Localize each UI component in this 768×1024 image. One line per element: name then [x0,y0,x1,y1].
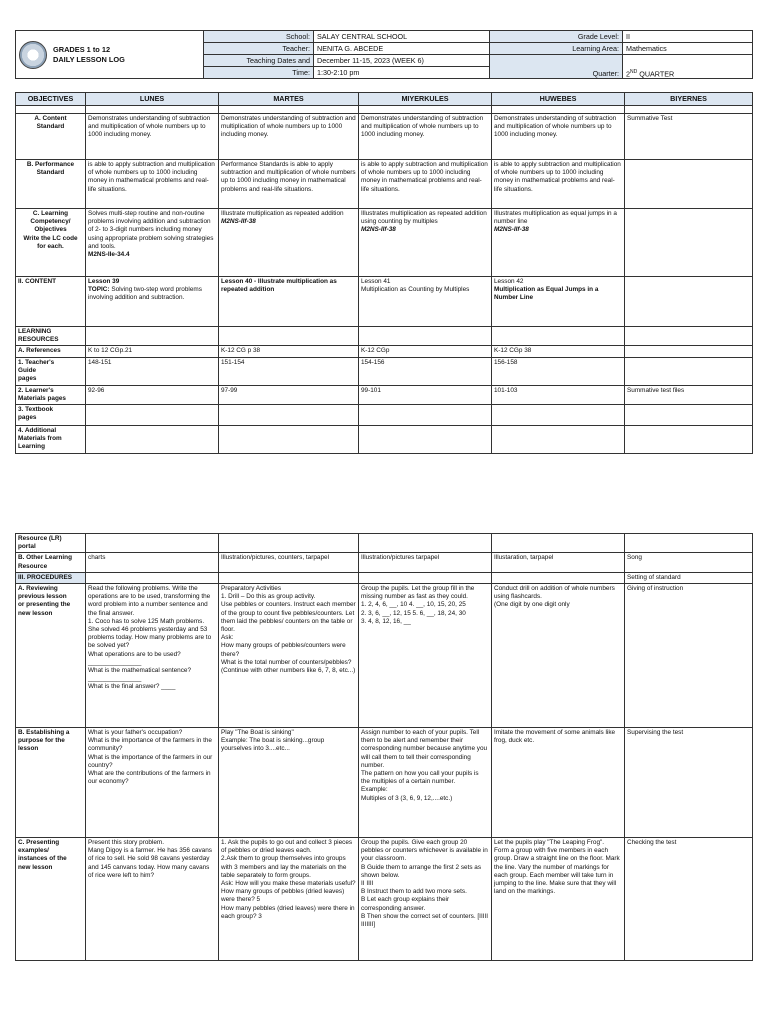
row-cell [492,553,625,572]
cell-text: Song [627,554,642,562]
rows_top-row [16,160,753,209]
cell-text: Supervising the test [627,729,684,737]
row-cell [359,534,492,553]
rows_top-row [16,357,753,385]
cell-text: Giving of instruction [627,585,684,593]
cell-text: K-12 CGp 38 [494,347,532,355]
row-label: A. Reviewing previous lesson or presenting the new lesson [16,584,86,728]
row-cell [359,553,492,572]
lc-code: M2NS-IIf-38 [361,226,396,234]
row-cell [492,327,625,346]
dates-label: Teaching Dates and [204,55,314,67]
row-cell [492,346,625,357]
cell-text: Demonstrates understanding of subtraction and multiplication of whole numbers up to 1000 including money. [361,115,484,139]
row-cell [359,346,492,357]
row-cell [219,114,359,160]
cell-text: charts [88,554,106,562]
row-cell [625,160,753,209]
day-header-lunes: LUNES [86,93,219,106]
dates-value: December 11-15, 2023 (WEEK 6) [314,55,490,67]
quarter-text: QUARTER [639,69,675,78]
row-label: II. CONTENT [16,277,86,327]
rows_bottom-row [16,728,753,838]
cell-text: Illustrate multiplication as repeated addition [221,210,344,217]
form-title-line2: DAILY LESSON LOG [53,54,125,64]
school-label: School: [204,31,314,43]
cell-text: Assign number to each of your pupils. Tell them to be alert and remember their corresponding number because anytime you will call them to tell their corresponding number. The pattern on how you call your pupils is the multiples of a certain number. Example: Multiples of 3 (3, 6, 9, 12,....etc.) [361,729,488,802]
objectives-header: OBJECTIVES [16,93,86,106]
cell-text: Imitate the movement of some animals like frog, duck etc. [494,729,616,745]
row-label: A. Content Standard [16,114,86,160]
lesson-table-top [15,92,753,454]
day-header-biyernes: BIYERNES [625,93,753,106]
row-cell [359,357,492,385]
form-title-line1: GRADES 1 to 12 [53,44,111,54]
cell-text: 101-103 [494,386,518,394]
cell-text: Lesson 40 - Illustrate multiplication as repeated addition [221,278,337,294]
row-cell [86,346,219,357]
rows_top-row [16,114,753,160]
row-cell [219,405,359,426]
header-table [15,30,753,79]
row-cell [359,426,492,454]
cell-text: Checking the test [627,839,677,847]
cell-text: Setting of standard [627,573,681,581]
row-cell [86,209,219,277]
cell-text: Illustration/pictures, counters, tarpapel [221,554,329,562]
cell-text: What is your father's occupation? What is the importance of the farmers in the community? What is the importance of the farmers in our country? What are the contributions of the farmers in our economy? [88,729,213,786]
row-cell [219,553,359,572]
cell-text: Summative Test [627,115,673,122]
row-cell [359,160,492,209]
learning-area-value: Mathematics [623,43,753,55]
topic-label: TOPIC: [88,286,110,294]
row-cell [359,114,492,160]
cell-text: Conduct drill on addition of whole numbers using flashcards. (One digit by one digit only [494,585,615,609]
day-header-martes: MARTES [219,93,359,106]
quarter-value-cell [623,55,753,79]
grade-value: II [623,31,753,43]
row-cell [86,534,219,553]
row-cell [625,385,753,404]
row-cell [219,209,359,277]
cell-text: Solves multi-step routine and non-routine problems involving addition and subtraction of 2- to 3-digit numbers including money using appropriate problem solving strategies and tools. [88,210,214,250]
row-cell [492,385,625,404]
cell-text: Demonstrates understanding of subtraction and multiplication of whole numbers up to 1000 including money. [88,115,211,139]
quarter-num: 2 [626,69,630,78]
rows_bottom-row [16,838,753,961]
row-cell [86,327,219,346]
rows_bottom-row [16,534,753,553]
cell-text: K-12 CG p 38 [221,347,261,355]
row-label: III. PROCEDURES [16,572,86,583]
row-cell [86,405,219,426]
topic-text: Solving two-step word problems involving addition and subtraction. [88,286,202,302]
cell-text: is able to apply subtraction and multiplication of whole numbers up to 1000 including money in mathematical problems and real-life situations. [494,161,621,193]
row-cell [359,572,492,583]
row-label: 3. Textbook pages [16,405,86,426]
row-label: C. Presenting examples/ instances of the new lesson [16,838,86,961]
cell-text: 97-99 [221,386,238,394]
row-cell [492,838,625,961]
quarter-label-cell [490,55,623,79]
cell-text: 151-154 [221,358,245,366]
row-cell [625,553,753,572]
lc-code: M2NS-IIf-38 [494,226,529,234]
learning-area-label: Learning Area: [490,43,623,55]
row-cell [86,426,219,454]
cell-text: 92-96 [88,386,105,394]
day-header-miyerkules: MIYERKULES [359,93,492,106]
time-label: Time: [204,67,314,79]
grade-label: Grade Level: [490,31,623,43]
row-cell [86,277,219,327]
teacher-label: Teacher: [204,43,314,55]
row-cell [625,114,753,160]
row-cell [492,405,625,426]
cell-text: is able to apply subtraction and multiplication of whole numbers up to 1000 including money in mathematical problems and real-life situations. [361,161,488,193]
quarter-sup: ND [630,68,638,75]
row-cell [359,385,492,404]
cell-text: Lesson 39 [88,278,120,285]
row-cell [625,534,753,553]
row-cell [492,572,625,583]
rows_top-row [16,346,753,357]
lesson-title: Multiplication as Equal Jumps in a Number Line [494,286,599,302]
cell-text: 156-158 [494,358,518,366]
row-cell [625,728,753,838]
row-cell [625,357,753,385]
row-cell [359,728,492,838]
cell-text: Illustration/pictures tarpapel [361,554,440,562]
row-cell [219,534,359,553]
cell-text: Present this story problem. Mang Digoy is a farmer. He has 356 cavans of rice to sell. He sold 98 cavans yesterday and 145 canvans today. How many cavans of rice were left to him? [88,839,212,879]
row-cell [86,838,219,961]
row-cell [625,572,753,583]
row-cell [219,838,359,961]
row-cell [219,357,359,385]
rows_top-row [16,327,753,346]
row-label: C. Learning Competency/ Objectives Write the LC code for each. [16,209,86,277]
row-cell [359,277,492,327]
row-cell [219,584,359,728]
cell-text [494,278,622,303]
lesson-number: Lesson 42 [494,278,524,285]
cell-text: Demonstrates understanding of subtraction and multiplication of whole numbers up to 1000 including money. [221,115,356,139]
row-label: 1. Teacher's Guide pages [16,357,86,385]
row-cell [359,584,492,728]
row-cell [86,728,219,838]
quarter-label: Quarter: [592,69,619,78]
row-cell [625,426,753,454]
row-cell [359,838,492,961]
rows_bottom-row [16,553,753,572]
rows_top-row [16,426,753,454]
row-cell [219,327,359,346]
row-cell [219,728,359,838]
cell-text: 1. Ask the pupils to go out and collect 3 pieces of pebbles or dried leaves each. 2.Ask them to group themselves into groups with 3 members and lay the materials on the table separately to form groups. Ask: How will you make these materials useful? How many groups of pebbles (dried leaves) were there? 5 How many pebbles (dried leaves) were there in each group? 3 [221,839,356,920]
row-cell [219,160,359,209]
cell-text: Illustrates multiplication as equal jumps in a number line [494,210,617,226]
cell-text: Play "The Boat is sinking" Example: The boat is sinking...group yourselves into 3....etc... [221,729,325,753]
row-cell [86,584,219,728]
row-cell [359,327,492,346]
row-cell [86,160,219,209]
cell-text: K-12 CGp [361,347,390,355]
row-label: B. Establishing a purpose for the lesson [16,728,86,838]
row-cell [625,277,753,327]
row-cell [219,385,359,404]
row-label: B. Performance Standard [16,160,86,209]
row-cell [625,346,753,357]
row-label: 2. Learner's Materials pages [16,385,86,404]
row-cell [86,572,219,583]
row-cell [625,209,753,277]
row-label: LEARNING RESOURCES [16,327,86,346]
cell-text: 154-156 [361,358,385,366]
cell-text: Summative test files [627,386,685,394]
row-cell [219,346,359,357]
lc-code: M2NS-IIf-38 [221,218,256,226]
cell-text: Demonstrates understanding of subtraction and multiplication of whole numbers up to 1000 including money. [494,115,617,139]
cell-text: K to 12 CGp.21 [88,347,133,355]
row-cell [359,405,492,426]
row-cell [492,209,625,277]
lesson-table-bottom [15,533,753,961]
rows_top-row [16,385,753,404]
row-cell [492,534,625,553]
row-label: Resource (LR) portal [16,534,86,553]
day-header-huwebes: HUWEBES [492,93,625,106]
row-cell [625,405,753,426]
row-cell [492,426,625,454]
row-label: B. Other Learning Resource [16,553,86,572]
row-cell [492,728,625,838]
cell-text: Illustaration, tarpapel [494,554,554,562]
cell-text: Let the pupils play "The Leaping Frog". Form a group with five members in each group. Draw a straight line on the floor. Mark the line. Vary the number of markings for each group. Each member will take turn in jumping to the line. Make sure that they will land on the markings. [494,839,620,896]
row-cell [219,277,359,327]
row-cell [86,385,219,404]
cell-text: Lesson 41 Multiplication as Counting by Multiples [361,278,470,294]
teacher-value: NENITA G. ABCEDE [314,43,490,55]
lc-code: M2NS-IIe-34.4 [88,251,130,259]
row-cell [219,426,359,454]
row-cell [625,838,753,961]
row-cell [359,209,492,277]
row-cell [492,277,625,327]
deped-seal-icon [19,41,47,69]
header-title-cell [16,31,204,79]
row-cell [492,160,625,209]
row-cell [492,357,625,385]
cell-text: Group the pupils. Give each group 20 pebbles or counters whichever is available in your classroom. B Guide them to arrange the first 2 sets as shown below. II IIII B Instruct them to add two more sets. B Let each group explains their corresponding answer. B Then show the correct set of counters. [IIIII IIIIIII] [361,839,489,929]
cell-text: Preparatory Activities 1. Drill – Do this as group activity. Use pebbles or counters. Instruct each member of the group to count five pebbles/counters. Let them laid the pebbles/ counters on the table or floor. Ask: How many groups of pebbles/counters were there? What is the total number of counters/pebbles? (Continue with other numbers like 6, 7, 8, etc...) [221,585,356,675]
row-cell [492,584,625,728]
row-cell [86,357,219,385]
school-value: SALAY CENTRAL SCHOOL [314,31,490,43]
row-label: A. References [16,346,86,357]
rows_bottom-row [16,584,753,728]
row-cell [625,584,753,728]
rows_top-row [16,405,753,426]
row-cell [625,327,753,346]
cell-text: is able to apply subtraction and multiplication of whole numbers up to 1000 including money in mathematical problems and real-life situations. [88,161,215,193]
row-cell [492,114,625,160]
rows_top-row [16,277,753,327]
cell-text: Read the following problems. Write the operations are to be used, transforming the word problem into a number sentence and the final answer. 1. Coco has to solve 125 Math problems. She solved 46 problems yesterday and 53 problems today. How many problems are to be solved yet? What operations are to be used? _______________ What is the mathematical sentence? _______________ What is the final answer? ____ [88,585,212,691]
row-label: 4. Additional Materials from Learning [16,426,86,454]
rows_top-row [16,209,753,277]
cell-text: Performance Standards is able to apply subtraction and multiplication of whole numbers up to 1000 including money in mathematical problems and real-life situations. [221,161,356,193]
time-value: 1:30-2:10 pm [314,67,490,79]
cell-text: 99-101 [361,386,381,394]
row-cell [86,114,219,160]
rows_bottom-row [16,572,753,583]
row-cell [86,553,219,572]
cell-text: Group the pupils. Let the group fill in the missing number as fast as they could. 1. 2, 4, 6, __, 10 4. __, 10, 15, 20, 25 2. 3, 6, __, 12, 15 5. 6, __, 18, 24, 30 3. 4, 8, 12, 16, __ [361,585,475,625]
cell-text: Illustrates multiplication as repeated addition using counting by multiples [361,210,487,226]
cell-text: 148-151 [88,358,112,366]
row-cell [219,572,359,583]
